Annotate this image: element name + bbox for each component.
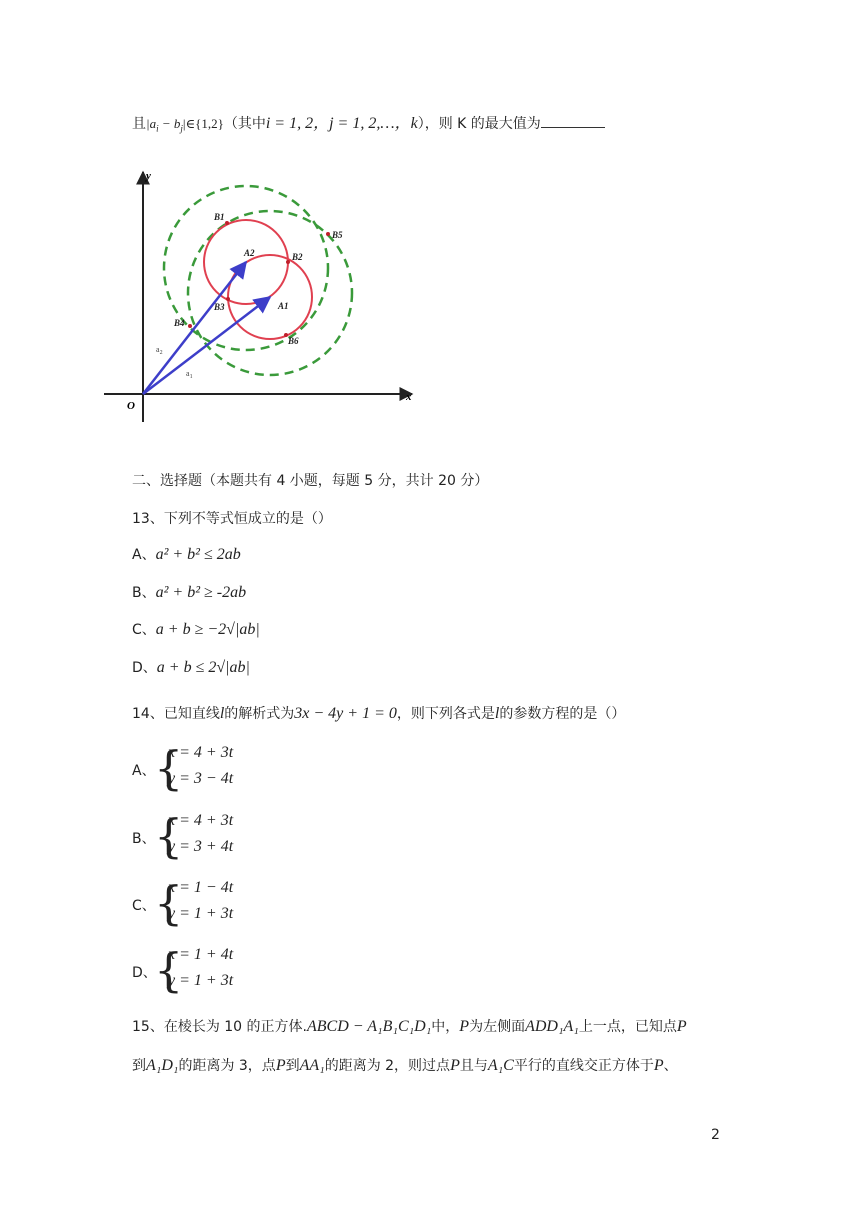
q15-line-1: 15、在棱长为 10 的正方体.ABCD − A₁B₁C₁D₁中，P为左侧面ADD₁A₁上一点，已知点P [132,1018,687,1035]
q13-option-d: D、a + b ≤ 2√|ab| [132,659,250,676]
prefix-text: 且 [132,116,146,132]
point-a2-label: A2 [244,248,255,258]
vector-circles-figure [100,166,422,428]
i-range: i = 1, 2， [265,115,330,132]
section-2-heading: 二、选择题（本题共有 4 小题，每题 5 分，共计 20 分） [132,473,489,489]
point-b2-dot [286,260,290,264]
answer-blank [541,113,605,128]
mid-text: （其中 [223,116,266,132]
page-number: 2 [711,1127,720,1143]
suffix-text: ），则 K 的最大值为 [417,116,541,132]
vector-a1-label: $a_1$ [186,369,193,380]
q13-option-b: B、a² + b² ≥ -2ab [132,584,247,601]
q13-option-c: C、a + b ≥ −2√|ab| [132,621,260,638]
point-b6-dot [284,333,288,337]
point-b4-dot [188,324,192,328]
x-axis-label: x [406,391,412,403]
point-b3-label: B3 [214,302,225,312]
point-b1-dot [225,221,229,225]
point-b4-label: B4 [174,318,185,328]
q13-stem: 13、下列不等式恒成立的是（） [132,511,332,527]
set-expression: $|a_i$ − $b_j|\in\{1,2\}$ [146,116,224,134]
point-b5-dot [326,232,330,236]
point-b3-dot [226,297,230,301]
origin-label: O [127,400,135,412]
point-a1-label: A1 [278,301,289,311]
point-b6-label: B6 [288,336,299,346]
vector-a2-label: $a_2$ [156,345,163,356]
point-b1-label: B1 [214,212,225,222]
q15-line-2: 到A₁D₁的距离为 3，点P到AA₁的距离为 2，则过点P且与A₁C平行的直线交正方体于P、 [132,1057,678,1074]
k-symbol: k [410,115,418,132]
point-b5-label: B5 [332,230,343,240]
question-12-condition-line [132,113,605,139]
j-range: j = 1, 2,…， [329,115,411,132]
y-axis-label: y [146,170,151,182]
q14-stem: 14、已知直线l的解析式为3x − 4y + 1 = 0，则下列各式是l的参数方程的是（） [132,705,626,722]
q13-option-a: A、a² + b² ≤ 2ab [132,546,241,563]
point-b2-label: B2 [292,252,303,262]
